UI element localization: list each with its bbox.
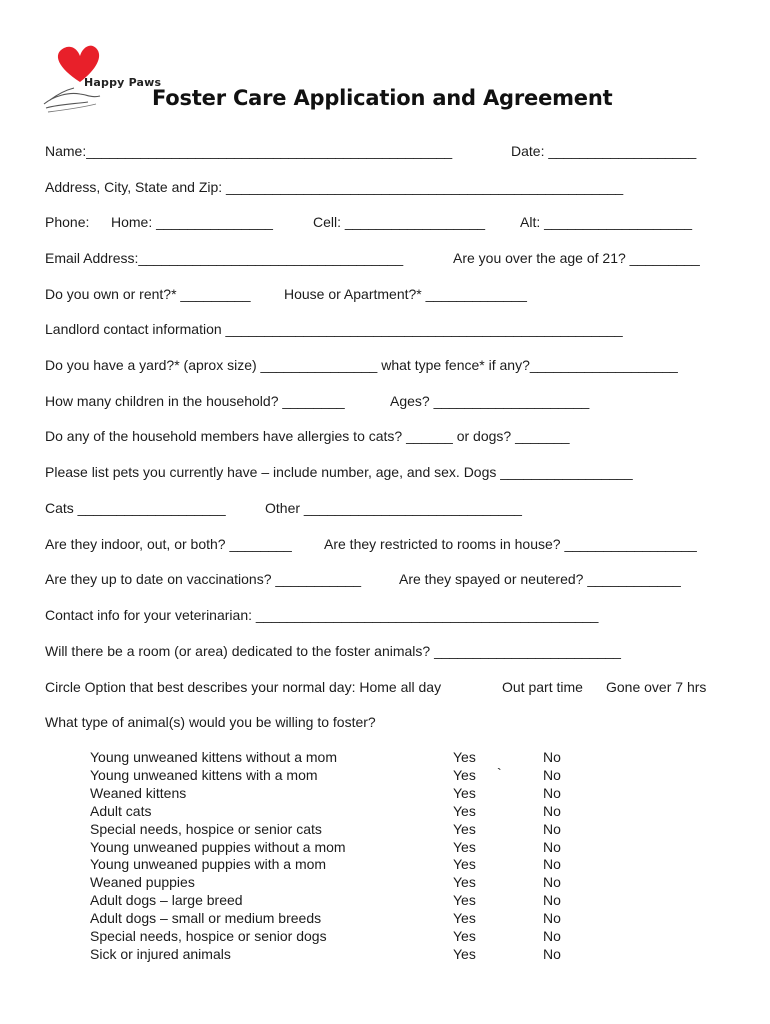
pets-dogs-field[interactable]: Please list pets you currently have – include number, age, and sex. Dogs _________________ [45,464,633,480]
own-rent-field[interactable]: Do you own or rent?* _________ [45,286,251,302]
animal-type-label: Young unweaned puppies with a mom [90,856,327,873]
ages-field[interactable]: Ages? ____________________ [390,393,590,409]
no-option[interactable]: No [543,766,561,783]
home-phone-field[interactable]: Home: _______________ [111,214,273,230]
yes-option[interactable]: Yes [453,784,476,801]
animal-type-label: Weaned kittens [90,784,187,801]
no-option[interactable]: No [543,874,561,891]
address-field[interactable]: Address, City, State and Zip: ___________________________________________________ [45,179,624,195]
animal-type-label: Special needs, hospice or senior cats [90,820,322,837]
yes-option[interactable]: Yes [453,945,476,962]
animal-type-label: Special needs, hospice or senior dogs [90,928,327,945]
allergies-field[interactable]: Do any of the household members have allergies to cats? ______ or dogs? _______ [45,428,570,444]
no-option[interactable]: No [543,856,561,873]
yes-option[interactable]: Yes [453,802,476,819]
no-option-column [543,749,561,964]
restricted-rooms-field[interactable]: Are they restricted to rooms in house? _________________ [324,536,697,552]
yes-option[interactable]: Yes [453,766,476,783]
yes-option[interactable]: Yes [453,820,476,837]
yes-option[interactable]: Yes [453,856,476,873]
animal-type-label: Adult dogs – small or medium breeds [90,910,322,927]
normal-day-home-all-day-option[interactable]: Circle Option that best describes your normal day: Home all day [45,679,442,695]
children-field[interactable]: How many children in the household? ________ [45,393,345,409]
yes-option[interactable]: Yes [453,749,476,765]
animal-type-label: Adult dogs – large breed [90,892,243,909]
animal-type-question: What type of animal(s) would you be willing to foster? [45,714,376,730]
stray-mark: ` [497,765,502,781]
yes-option-column [453,749,476,964]
no-option[interactable]: No [543,892,561,909]
no-option[interactable]: No [543,928,561,945]
name-field[interactable]: Name:_______________________________________________ [45,143,453,159]
phone-label: Phone: [45,214,90,230]
landlord-field[interactable]: Landlord contact information ___________________________________________________ [45,321,623,337]
no-option[interactable]: No [543,749,561,765]
date-field[interactable]: Date: ___________________ [511,143,697,159]
spayed-neutered-field[interactable]: Are they spayed or neutered? ____________ [399,571,681,587]
animal-type-label: Adult cats [90,802,152,819]
over-21-field[interactable]: Are you over the age of 21? _________ [453,250,700,266]
foster-room-field[interactable]: Will there be a room (or area) dedicated to the foster animals? ________________________ [45,643,621,659]
house-apartment-field[interactable]: House or Apartment?* _____________ [284,286,527,302]
animal-type-label: Young unweaned puppies without a mom [90,838,346,855]
no-option[interactable]: No [543,820,561,837]
yes-option[interactable]: Yes [453,892,476,909]
normal-day-out-part-time-option[interactable]: Out part time [502,679,583,695]
email-field[interactable]: Email Address:__________________________________ [45,250,404,266]
logo-text: Happy Paws [84,76,162,89]
indoor-outdoor-field[interactable]: Are they indoor, out, or both? ________ [45,536,292,552]
animal-type-label: Young unweaned kittens with a mom [90,766,318,783]
no-option[interactable]: No [543,945,561,962]
yes-option[interactable]: Yes [453,874,476,891]
yes-option[interactable]: Yes [453,928,476,945]
cell-phone-field[interactable]: Cell: __________________ [313,214,486,230]
no-option[interactable]: No [543,802,561,819]
normal-day-gone-over-7-option[interactable]: Gone over 7 hrs [606,679,707,695]
no-option[interactable]: No [543,784,561,801]
other-pets-field[interactable]: Other ____________________________ [265,500,522,516]
yes-option[interactable]: Yes [453,838,476,855]
cats-field[interactable]: Cats ___________________ [45,500,226,516]
animal-type-label: Sick or injured animals [90,945,231,962]
page-title: Foster Care Application and Agreement [152,86,613,110]
animal-type-list [90,749,346,964]
animal-type-label: Weaned puppies [90,874,195,891]
vaccinations-field[interactable]: Are they up to date on vaccinations? ___________ [45,571,362,587]
animal-type-label: Young unweaned kittens without a mom [90,749,337,765]
no-option[interactable]: No [543,910,561,927]
no-option[interactable]: No [543,838,561,855]
yes-option[interactable]: Yes [453,910,476,927]
alt-phone-field[interactable]: Alt: ___________________ [520,214,693,230]
yard-field[interactable]: Do you have a yard?* (aprox size) _______________ what type fence* if any?___________________ [45,357,678,373]
veterinarian-field[interactable]: Contact info for your veterinarian: ____________________________________________ [45,607,599,623]
